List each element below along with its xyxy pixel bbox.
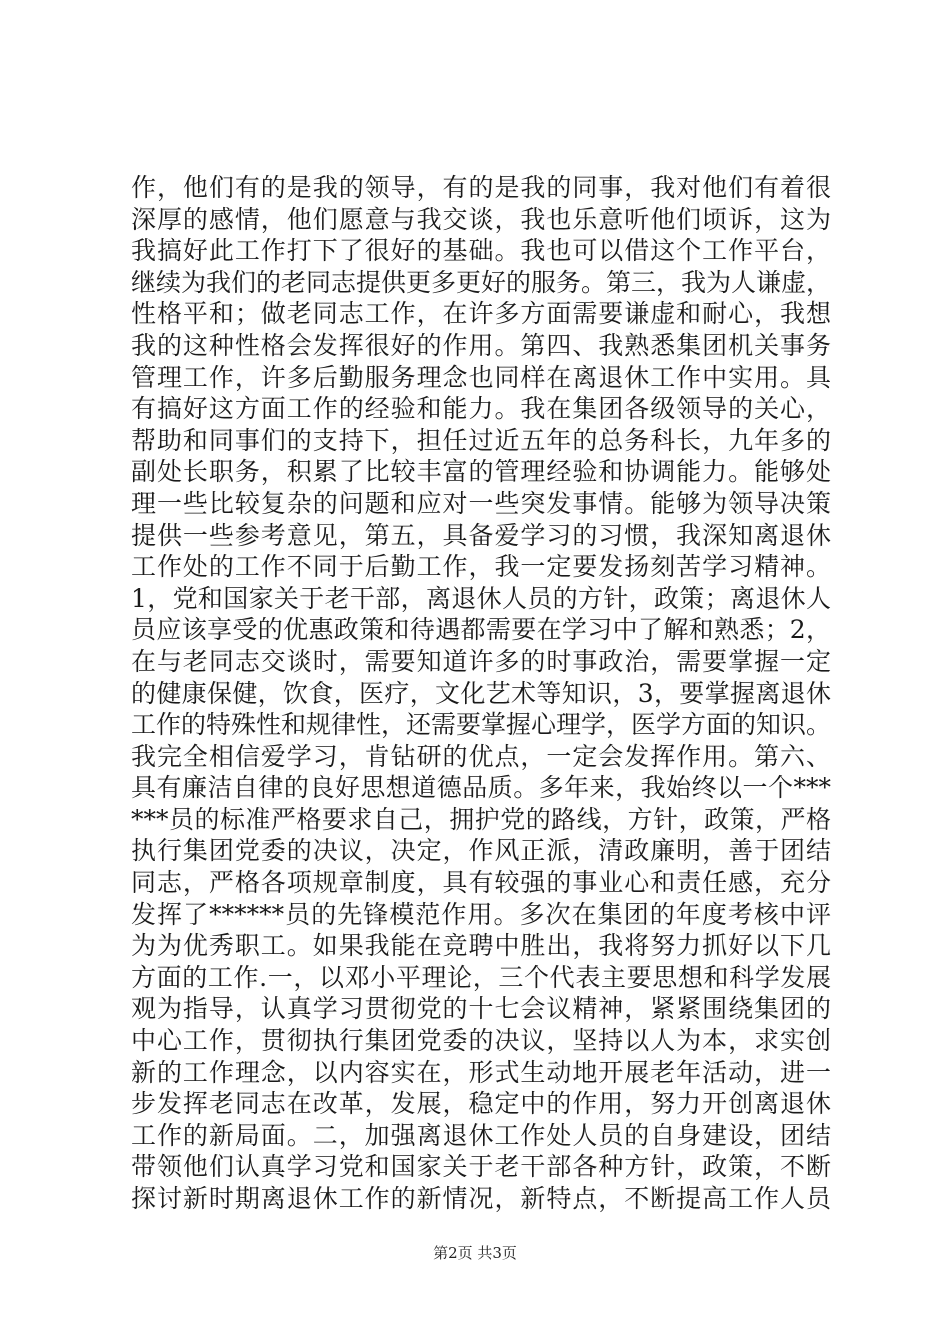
body-text-line: 工作的特殊性和规律性，还需要掌握心理学，医学方面的知识。 xyxy=(131,710,832,740)
body-text-line: 同志，严格各项规章制度，具有较强的事业心和责任感，充分 xyxy=(131,868,831,898)
body-text-line: 继续为我们的老同志提供更多更好的服务。第三，我为人谦虚， xyxy=(131,267,832,297)
body-text-line: 我完全相信爱学习，肯钻研的优点，一定会发挥作用。第六、 xyxy=(131,741,831,771)
body-text-line: 我的这种性格会发挥很好的作用。第四、我熟悉集团机关事务 xyxy=(131,330,831,360)
body-text-line: 提供一些参考意见，第五，具备爱学习的习惯，我深知离退休 xyxy=(131,520,831,550)
body-text-line: 步发挥老同志在改革，发展，稳定中的作用，努力开创离退休 xyxy=(131,1089,831,1119)
body-text-line: 帮助和同事们的支持下，担任过近五年的总务科长，九年多的 xyxy=(131,425,831,455)
body-text-line: 执行集团党委的决议，决定，作风正派，清政廉明，善于团结 xyxy=(131,836,831,866)
body-text-line: 中心工作，贯彻执行集团党委的决议，坚持以人为本，求实创 xyxy=(131,1026,831,1056)
body-text-line: ***员的标准严格要求自己，拥护党的路线，方针，政策，严格 xyxy=(131,804,831,834)
body-text-line: 新的工作理念，以内容实在，形式生动地开展老年活动，进一 xyxy=(131,1057,831,1087)
body-text-line: 员应该享受的优惠政策和待遇都需要在学习中了解和熟悉；2， xyxy=(131,615,831,645)
body-text-line: 1，党和国家关于老干部，离退休人员的方针，政策；离退休人 xyxy=(131,583,831,613)
body-text-line: 我搞好此工作打下了很好的基础。我也可以借这个工作平台， xyxy=(131,236,831,266)
page-number-footer: 第2页 共3页 xyxy=(433,1244,517,1262)
body-text-line: 性格平和；做老同志工作，在许多方面需要谦虚和耐心，我想 xyxy=(131,299,831,329)
body-text-line: 为为优秀职工。如果我能在竞聘中胜出，我将努力抓好以下几 xyxy=(131,931,831,961)
body-text-line: 发挥了******员的先锋模范作用。多次在集团的年度考核中评 xyxy=(131,899,831,929)
body-text-line: 理一些比较复杂的问题和应对一些突发事情。能够为领导决策 xyxy=(131,488,831,518)
body-text-line: 观为指导，认真学习贯彻党的十七会议精神，紧紧围绕集团的 xyxy=(131,994,831,1024)
body-text-line: 方面的工作.一，以邓小平理论，三个代表主要思想和科学发展 xyxy=(131,962,831,992)
body-text-line: 的健康保健，饮食，医疗，文化艺术等知识，3，要掌握离退休 xyxy=(131,678,831,708)
body-text-line: 工作处的工作不同于后勤工作，我一定要发扬刻苦学习精神。 xyxy=(131,552,831,582)
body-text-line: 具有廉洁自律的良好思想道德品质。多年来，我始终以一个*** xyxy=(131,773,831,803)
body-text-line: 带领他们认真学习党和国家关于老干部各种方针，政策，不断 xyxy=(131,1152,831,1182)
body-text-line: 管理工作，许多后勤服务理念也同样在离退休工作中实用。具 xyxy=(131,362,831,392)
body-text-line: 副处长职务，积累了比较丰富的管理经验和协调能力。能够处 xyxy=(131,457,831,487)
body-text-line: 作，他们有的是我的领导，有的是我的同事，我对他们有着很 xyxy=(131,173,831,202)
body-text-line: 在与老同志交谈时，需要知道许多的时事政治，需要掌握一定 xyxy=(131,646,831,676)
body-text-line: 有搞好这方面工作的经验和能力。我在集团各级领导的关心， xyxy=(131,394,831,424)
body-text-line: 工作的新局面。二，加强离退休工作处人员的自身建设，团结 xyxy=(131,1120,831,1150)
body-text-line: 深厚的感情，他们愿意与我交谈，我也乐意听他们顷诉，这为 xyxy=(131,204,831,234)
document-body xyxy=(131,172,831,1215)
body-text-line: 探讨新时期离退休工作的新情况，新特点，不断提高工作人员 xyxy=(131,1184,831,1213)
